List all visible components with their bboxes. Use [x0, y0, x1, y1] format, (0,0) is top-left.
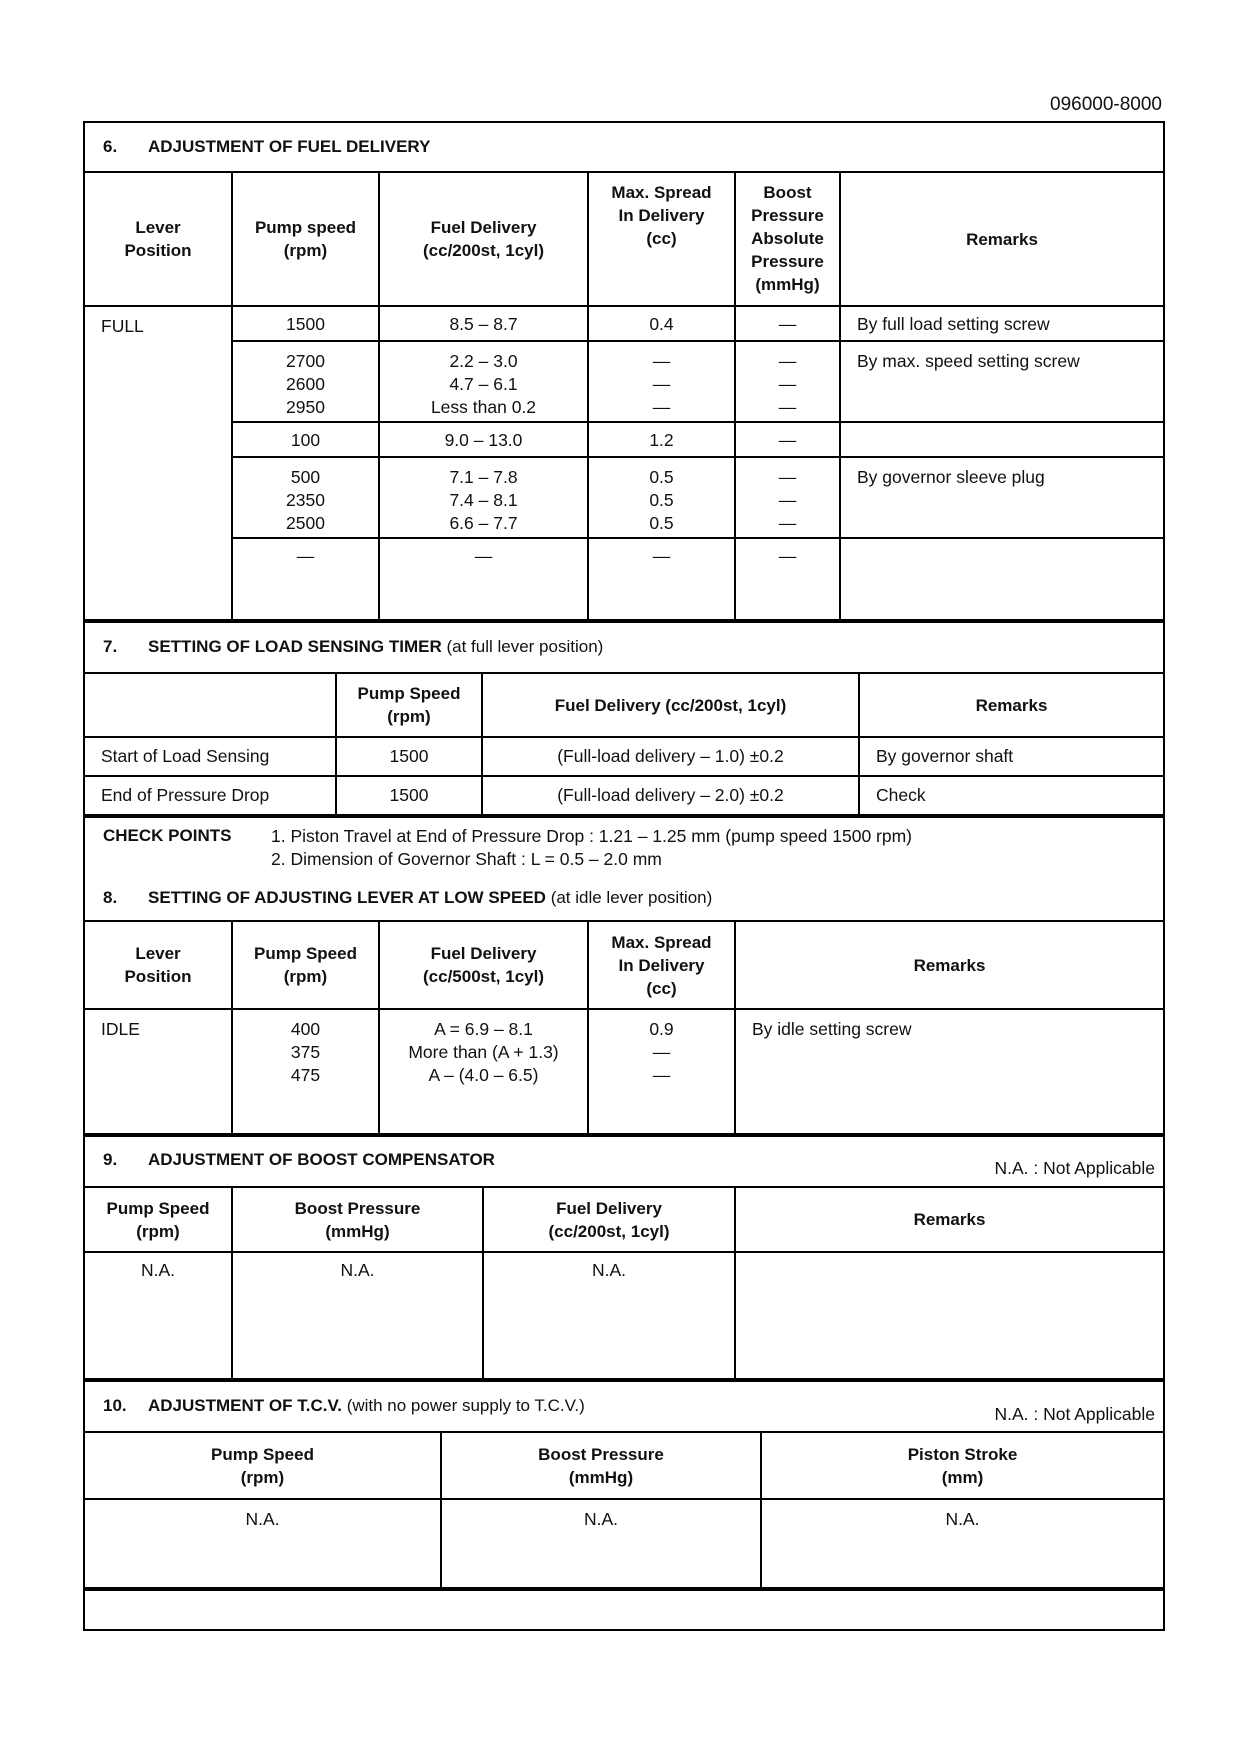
- section-7-title: SETTING OF LOAD SENSING TIMER (at full lever position): [148, 637, 604, 656]
- not-applicable-note: N.A. : Not Applicable: [994, 1158, 1155, 1178]
- check-points-label: CHECK POINTS: [103, 826, 232, 845]
- pump-speed-cell: 1500: [336, 737, 482, 776]
- section-6-title: ADJUSTMENT OF FUEL DELIVERY: [148, 137, 431, 156]
- section-9-number: 9.: [103, 1150, 118, 1169]
- header-remarks: Remarks: [735, 1188, 1163, 1252]
- table-row: [85, 1009, 1163, 1134]
- document-number: 096000-8000: [1050, 94, 1162, 115]
- boost-pressure-cell: — — —: [735, 341, 840, 422]
- max-spread-cell: —: [588, 538, 735, 620]
- section-10-title: ADJUSTMENT OF T.C.V. (with no power supply to T.C.V.): [148, 1396, 585, 1415]
- section-8-title: SETTING OF ADJUSTING LEVER AT LOW SPEED (at idle lever position): [148, 888, 713, 907]
- section-6-number: 6.: [103, 137, 118, 156]
- remarks-cell: By idle setting screw: [735, 1009, 1163, 1134]
- fuel-delivery-cell: (Full-load delivery – 1.0) ±0.2: [482, 737, 859, 776]
- header-item: [85, 674, 336, 737]
- header-pump-speed: Pump Speed (rpm): [336, 674, 482, 737]
- pump-speed-cell: N.A.: [85, 1252, 232, 1379]
- boost-compensator-header-row: [85, 1188, 1163, 1252]
- piston-stroke-cell: N.A.: [761, 1499, 1163, 1588]
- section-9-heading: [85, 1135, 1163, 1188]
- boost-pressure-cell: —: [735, 538, 840, 620]
- header-lever-position: Lever Position: [85, 922, 232, 1009]
- section-9-title: ADJUSTMENT OF BOOST COMPENSATOR: [148, 1150, 495, 1169]
- max-spread-cell: 0.4: [588, 306, 735, 341]
- fuel-delivery-header-row: [85, 173, 1163, 306]
- lever-position-cell: FULL: [85, 306, 232, 620]
- header-fuel-delivery: Fuel Delivery (cc/200st, 1cyl): [483, 1188, 735, 1252]
- remarks-cell: By governor sleeve plug: [840, 457, 1163, 538]
- header-fuel-delivery: Fuel Delivery (cc/500st, 1cyl): [379, 922, 588, 1009]
- fuel-delivery-cell: 2.2 – 3.0 4.7 – 6.1 Less than 0.2: [379, 341, 588, 422]
- boost-compensator-table: [85, 1188, 1163, 1380]
- specification-sheet: [83, 121, 1165, 1631]
- load-sensing-header-row: [85, 674, 1163, 737]
- fuel-delivery-cell: A = 6.9 – 8.1 More than (A + 1.3) A – (4.0 – 6.5): [379, 1009, 588, 1134]
- blank-footer-row: [85, 1589, 1163, 1629]
- max-spread-cell: — — —: [588, 341, 735, 422]
- lever-position-cell: IDLE: [85, 1009, 232, 1134]
- low-speed-lever-table: [85, 922, 1163, 1135]
- header-remarks: Remarks: [840, 173, 1163, 306]
- boost-pressure-cell: N.A.: [232, 1252, 483, 1379]
- fuel-delivery-cell: 8.5 – 8.7: [379, 306, 588, 341]
- remarks-cell: Check: [859, 776, 1163, 815]
- header-max-spread: Max. Spread In Delivery (cc): [588, 173, 735, 306]
- table-row: [85, 341, 1163, 422]
- item-cell: End of Pressure Drop: [85, 776, 336, 815]
- fuel-delivery-cell: 7.1 – 7.8 7.4 – 8.1 6.6 – 7.7: [379, 457, 588, 538]
- pump-speed-cell: 400 375 475: [232, 1009, 379, 1134]
- remarks-cell: [840, 422, 1163, 457]
- fuel-delivery-cell: (Full-load delivery – 2.0) ±0.2: [482, 776, 859, 815]
- max-spread-cell: 0.9 — —: [588, 1009, 735, 1134]
- tcv-adjustment-table: [85, 1433, 1163, 1589]
- table-row: [85, 1252, 1163, 1379]
- low-speed-header-row: [85, 922, 1163, 1009]
- header-fuel-delivery: Fuel Delivery (cc/200st, 1cyl): [379, 173, 588, 306]
- header-pump-speed: Pump Speed (rpm): [85, 1433, 441, 1499]
- header-boost-pressure: Boost Pressure Absolute Pressure (mmHg): [735, 173, 840, 306]
- remarks-cell: By governor shaft: [859, 737, 1163, 776]
- remarks-cell: [735, 1252, 1163, 1379]
- fuel-delivery-cell: —: [379, 538, 588, 620]
- table-row: [85, 1499, 1163, 1588]
- header-pump-speed: Pump Speed (rpm): [232, 922, 379, 1009]
- fuel-delivery-cell: N.A.: [483, 1252, 735, 1379]
- boost-pressure-cell: — — —: [735, 457, 840, 538]
- boost-pressure-cell: N.A.: [441, 1499, 761, 1588]
- header-remarks: Remarks: [735, 922, 1163, 1009]
- remarks-cell: [840, 538, 1163, 620]
- pump-speed-cell: 100: [232, 422, 379, 457]
- table-row: [85, 776, 1163, 815]
- boost-pressure-cell: —: [735, 306, 840, 341]
- header-fuel-delivery: Fuel Delivery (cc/200st, 1cyl): [482, 674, 859, 737]
- header-pump-speed: Pump Speed (rpm): [85, 1188, 232, 1252]
- boost-pressure-cell: —: [735, 422, 840, 457]
- pump-speed-cell: N.A.: [85, 1499, 441, 1588]
- header-boost-pressure: Boost Pressure (mmHg): [441, 1433, 761, 1499]
- not-applicable-note: N.A. : Not Applicable: [994, 1404, 1155, 1424]
- load-sensing-table: [85, 674, 1163, 816]
- pump-speed-cell: 2700 2600 2950: [232, 341, 379, 422]
- tcv-header-row: [85, 1433, 1163, 1499]
- fuel-delivery-table: [85, 173, 1163, 621]
- remarks-cell: By full load setting screw: [840, 306, 1163, 341]
- header-boost-pressure: Boost Pressure (mmHg): [232, 1188, 483, 1252]
- max-spread-cell: 0.5 0.5 0.5: [588, 457, 735, 538]
- table-row: [85, 306, 1163, 341]
- section-8-heading: [85, 882, 1163, 922]
- section-6-heading: [85, 123, 1163, 173]
- section-10-number: 10.: [103, 1396, 127, 1415]
- pump-speed-cell: 1500: [232, 306, 379, 341]
- check-points: [85, 818, 1163, 882]
- section-10-heading: [85, 1380, 1163, 1433]
- section-7-heading: [85, 621, 1163, 674]
- max-spread-cell: 1.2: [588, 422, 735, 457]
- pump-speed-cell: 1500: [336, 776, 482, 815]
- section-8-number: 8.: [103, 888, 118, 907]
- header-remarks: Remarks: [859, 674, 1163, 737]
- check-point-2: 2. Dimension of Governor Shaft : L = 0.5 – 2.0 mm: [271, 849, 662, 869]
- header-pump-speed: Pump speed (rpm): [232, 173, 379, 306]
- header-lever-position: Lever Position: [85, 173, 232, 306]
- header-max-spread: Max. Spread In Delivery (cc): [588, 922, 735, 1009]
- section-7-number: 7.: [103, 637, 118, 656]
- pump-speed-cell: 500 2350 2500: [232, 457, 379, 538]
- pump-speed-cell: —: [232, 538, 379, 620]
- table-row: [85, 422, 1163, 457]
- fuel-delivery-cell: 9.0 – 13.0: [379, 422, 588, 457]
- table-row: [85, 737, 1163, 776]
- item-cell: Start of Load Sensing: [85, 737, 336, 776]
- header-piston-stroke: Piston Stroke (mm): [761, 1433, 1163, 1499]
- check-point-1: 1. Piston Travel at End of Pressure Drop : 1.21 – 1.25 mm (pump speed 1500 rpm): [271, 826, 913, 846]
- remarks-cell: By max. speed setting screw: [840, 341, 1163, 422]
- table-row: [85, 538, 1163, 620]
- table-row: [85, 457, 1163, 538]
